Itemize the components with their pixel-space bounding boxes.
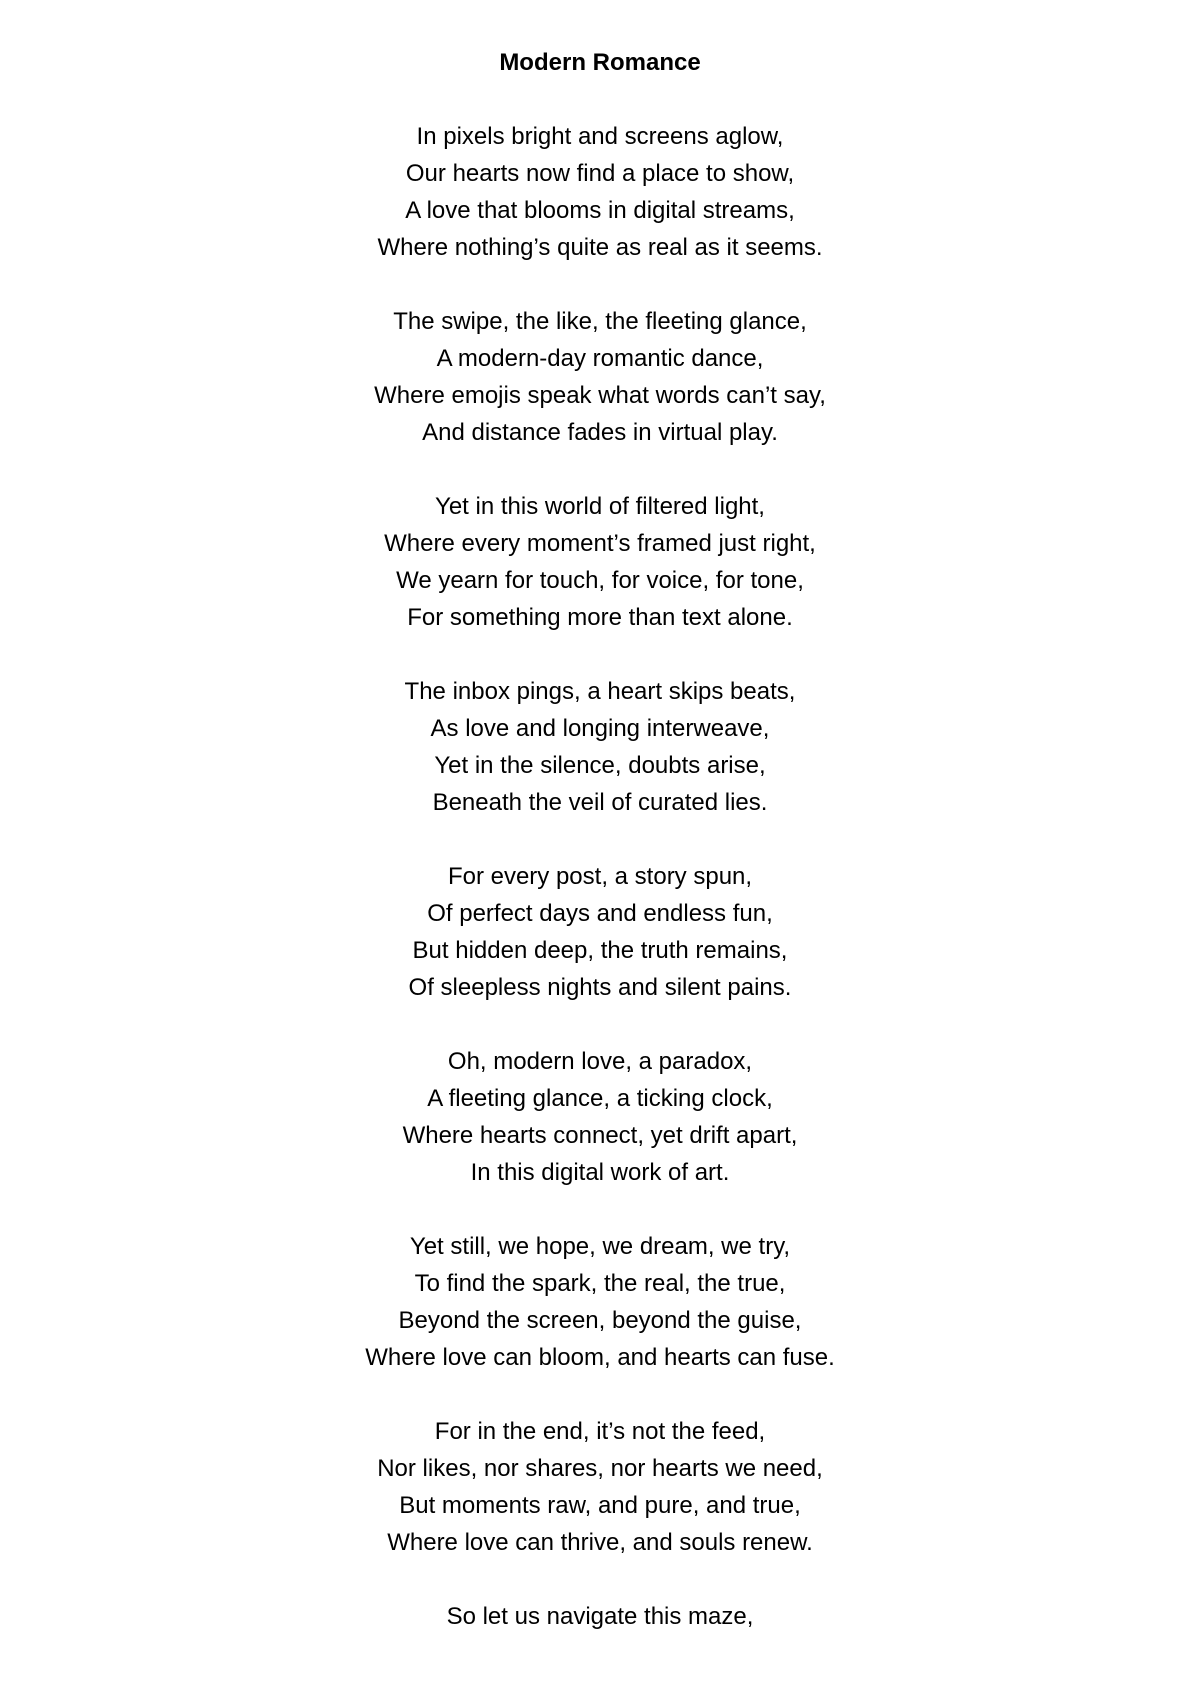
poem-line: As love and longing interweave, bbox=[430, 715, 770, 742]
poem-line: Yet still, we hope, we dream, we try, bbox=[409, 1233, 791, 1260]
poem-line: In this digital work of art. bbox=[470, 1159, 730, 1186]
poem-line: Where love can bloom, and hearts can fuse. bbox=[365, 1344, 835, 1371]
poem-line: Yet in the silence, doubts arise, bbox=[434, 752, 766, 779]
poem-title: Modern Romance bbox=[499, 49, 701, 76]
poem-line: For something more than text alone. bbox=[407, 604, 793, 631]
poem-line: But moments raw, and pure, and true, bbox=[399, 1492, 801, 1519]
stanza-4 bbox=[0, 673, 1200, 821]
poem-line: A love that blooms in digital streams, bbox=[405, 197, 795, 224]
poem-line: But hidden deep, the truth remains, bbox=[412, 937, 788, 964]
poem-line: So let us navigate this maze, bbox=[446, 1603, 754, 1630]
poem-line: Where hearts connect, yet drift apart, bbox=[402, 1122, 798, 1149]
poem-line: Beyond the screen, beyond the guise, bbox=[398, 1307, 802, 1334]
poem-line: A fleeting glance, a ticking clock, bbox=[427, 1085, 773, 1112]
poem-line: Where nothing’s quite as real as it seems. bbox=[377, 234, 823, 261]
poem-line: Where every moment’s framed just right, bbox=[384, 530, 816, 557]
stanza-2 bbox=[0, 303, 1200, 451]
poem-line: To find the spark, the real, the true, bbox=[414, 1270, 786, 1297]
poem-line: We yearn for touch, for voice, for tone, bbox=[396, 567, 804, 594]
stanza-8 bbox=[0, 1413, 1200, 1561]
poem-line: A modern-day romantic dance, bbox=[436, 345, 764, 372]
stanza-6 bbox=[0, 1043, 1200, 1191]
poem-line: For every post, a story spun, bbox=[447, 863, 753, 890]
stanza-3 bbox=[0, 488, 1200, 636]
poem-line: Nor likes, nor shares, nor hearts we need, bbox=[377, 1455, 823, 1482]
poem-line: In pixels bright and screens aglow, bbox=[416, 123, 784, 150]
stanza-7 bbox=[0, 1228, 1200, 1376]
poem bbox=[0, 44, 1200, 1672]
poem-line: Of perfect days and endless fun, bbox=[427, 900, 773, 927]
stanza-1 bbox=[0, 118, 1200, 266]
stanza-5 bbox=[0, 858, 1200, 1006]
stanza-9 bbox=[0, 1598, 1200, 1635]
poem-line: The inbox pings, a heart skips beats, bbox=[404, 678, 796, 705]
poem-line: The swipe, the like, the fleeting glance, bbox=[393, 308, 807, 335]
poem-line: Yet in this world of filtered light, bbox=[435, 493, 765, 520]
poem-line: For in the end, it’s not the feed, bbox=[434, 1418, 766, 1445]
poem-line: Our hearts now find a place to show, bbox=[405, 160, 795, 187]
poem-line: Where love can thrive, and souls renew. bbox=[387, 1529, 813, 1556]
poem-line: Beneath the veil of curated lies. bbox=[432, 789, 768, 816]
poem-line: And distance fades in virtual play. bbox=[422, 419, 778, 446]
poem-line: Where emojis speak what words can’t say, bbox=[374, 382, 826, 409]
poem-line: Of sleepless nights and silent pains. bbox=[408, 974, 792, 1001]
poem-line: Oh, modern love, a paradox, bbox=[447, 1048, 753, 1075]
